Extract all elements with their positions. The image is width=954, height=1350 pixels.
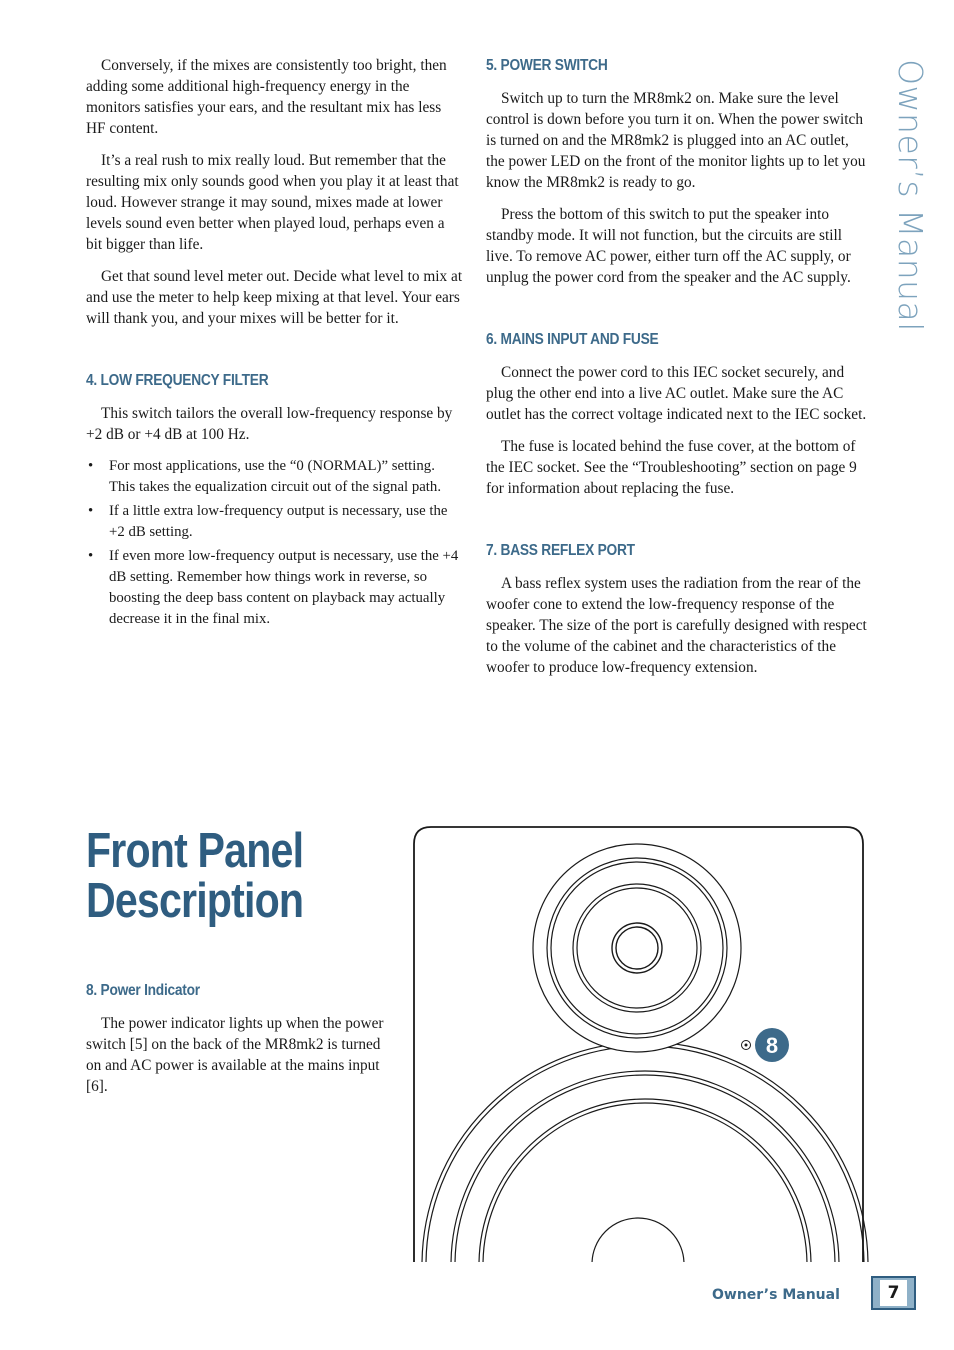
body-paragraph: It’s a real rush to mix really loud. But remember that the resulting mix only sounds good when you play it at least that loud. However strange it may sound, mixes made at lower levels sound even better when played loud, perhaps even a bit bigger than life. xyxy=(86,152,459,253)
body-paragraph: Connect the power cord to this IEC socket securely, and plug the other end into a live AC outlet. Make sure the AC outlet has the correct voltage indicated next to the IEC socket. xyxy=(486,364,867,423)
body-paragraph: Get that sound level meter out. Decide what level to mix at and use the meter to help keep mixing at that level. Your ears will thank you, and your mixes will be better for it. xyxy=(86,268,463,327)
page-number: 7 xyxy=(880,1280,907,1306)
tweeter-outer-ring xyxy=(533,844,741,1052)
callout-number: 8 xyxy=(765,1033,779,1058)
body-paragraph: Press the bottom of this switch to put the speaker into standby mode. It will not function, but the circuits are still live. To remove AC power, either turn off the AC supply, or unplug the power cord from the speaker and the AC supply. xyxy=(486,206,851,286)
woofer-ring xyxy=(451,1071,839,1265)
footer-label: Owner’s Manual xyxy=(712,1287,840,1303)
woofer-ring xyxy=(426,1046,864,1265)
body-paragraph: A bass reflex system uses the radiation from the rear of the woofer cone to extend the low-frequency response of the speaker. The size of the port is carefully designed with respect to the volume of the cabinet and the characteristics of the woofer to produce low-frequency extension. xyxy=(486,575,867,676)
side-title xyxy=(880,60,940,330)
body-paragraph: The fuse is located behind the fuse cover, at the bottom of the IEC socket. See the “Troubleshooting” section on page 9 for information about replacing the fuse. xyxy=(486,438,857,497)
body-paragraph: This switch tailors the overall low-frequency response by +2 dB or +4 dB at 100 Hz. xyxy=(86,405,453,443)
list-item: • If even more low-frequency output is necessary, use the +4 dB setting. Remember how things work in reverse, so boosting the deep bass content on playback may actually decrease it in the final mix. xyxy=(86,546,464,630)
woofer-ring xyxy=(479,1099,811,1265)
page-title xyxy=(86,826,355,926)
right-column xyxy=(486,55,868,689)
section-heading-mains-input: 6. MAINS INPUT AND FUSE xyxy=(486,331,659,348)
woofer-dust-cap xyxy=(592,1218,684,1265)
section-heading-bass-reflex-port: 7. BASS REFLEX PORT xyxy=(486,542,635,559)
body-paragraph: The power indicator lights up when the power switch [5] on the back of the MR8mk2 is turned on and AC power is available at the mains input [6]. xyxy=(86,1015,384,1095)
body-paragraph: Conversely, if the mixes are consistently too bright, then adding some additional high-frequency energy in the monitors satisfies your ears, and the resultant mix has less HF content. xyxy=(86,57,447,137)
body-paragraph: Switch up to turn the MR8mk2 on. Make sure the level control is down before you turn it on. When the power switch is turned on and the MR8mk2 is plugged into an AC outlet, the power LED on the front of the monitor lights up to let you know the MR8mk2 is ready to go. xyxy=(486,90,866,191)
section-heading-power-switch: 5. POWER SWITCH xyxy=(486,57,608,74)
power-indicator-section xyxy=(86,980,398,1097)
page-title-line: Front Panel xyxy=(86,824,304,878)
speaker-front-illustration xyxy=(405,820,875,1265)
page-number-box xyxy=(871,1276,916,1310)
bullet-list xyxy=(86,456,464,630)
section-heading-low-frequency-filter: 4. LOW FREQUENCY FILTER xyxy=(86,372,269,389)
page-title-line: Description xyxy=(86,874,304,928)
side-title-text: Owner’s Manual xyxy=(890,58,930,332)
section-heading-power-indicator: 8. Power Indicator xyxy=(86,982,200,999)
list-item: • If a little extra low-frequency output is necessary, use the +2 dB setting. xyxy=(86,501,464,543)
left-column xyxy=(86,55,464,633)
list-item: • For most applications, use the “0 (NORMAL)” setting. This takes the equalization circuit out of the signal path. xyxy=(86,456,464,498)
woofer-ring xyxy=(483,1103,807,1265)
